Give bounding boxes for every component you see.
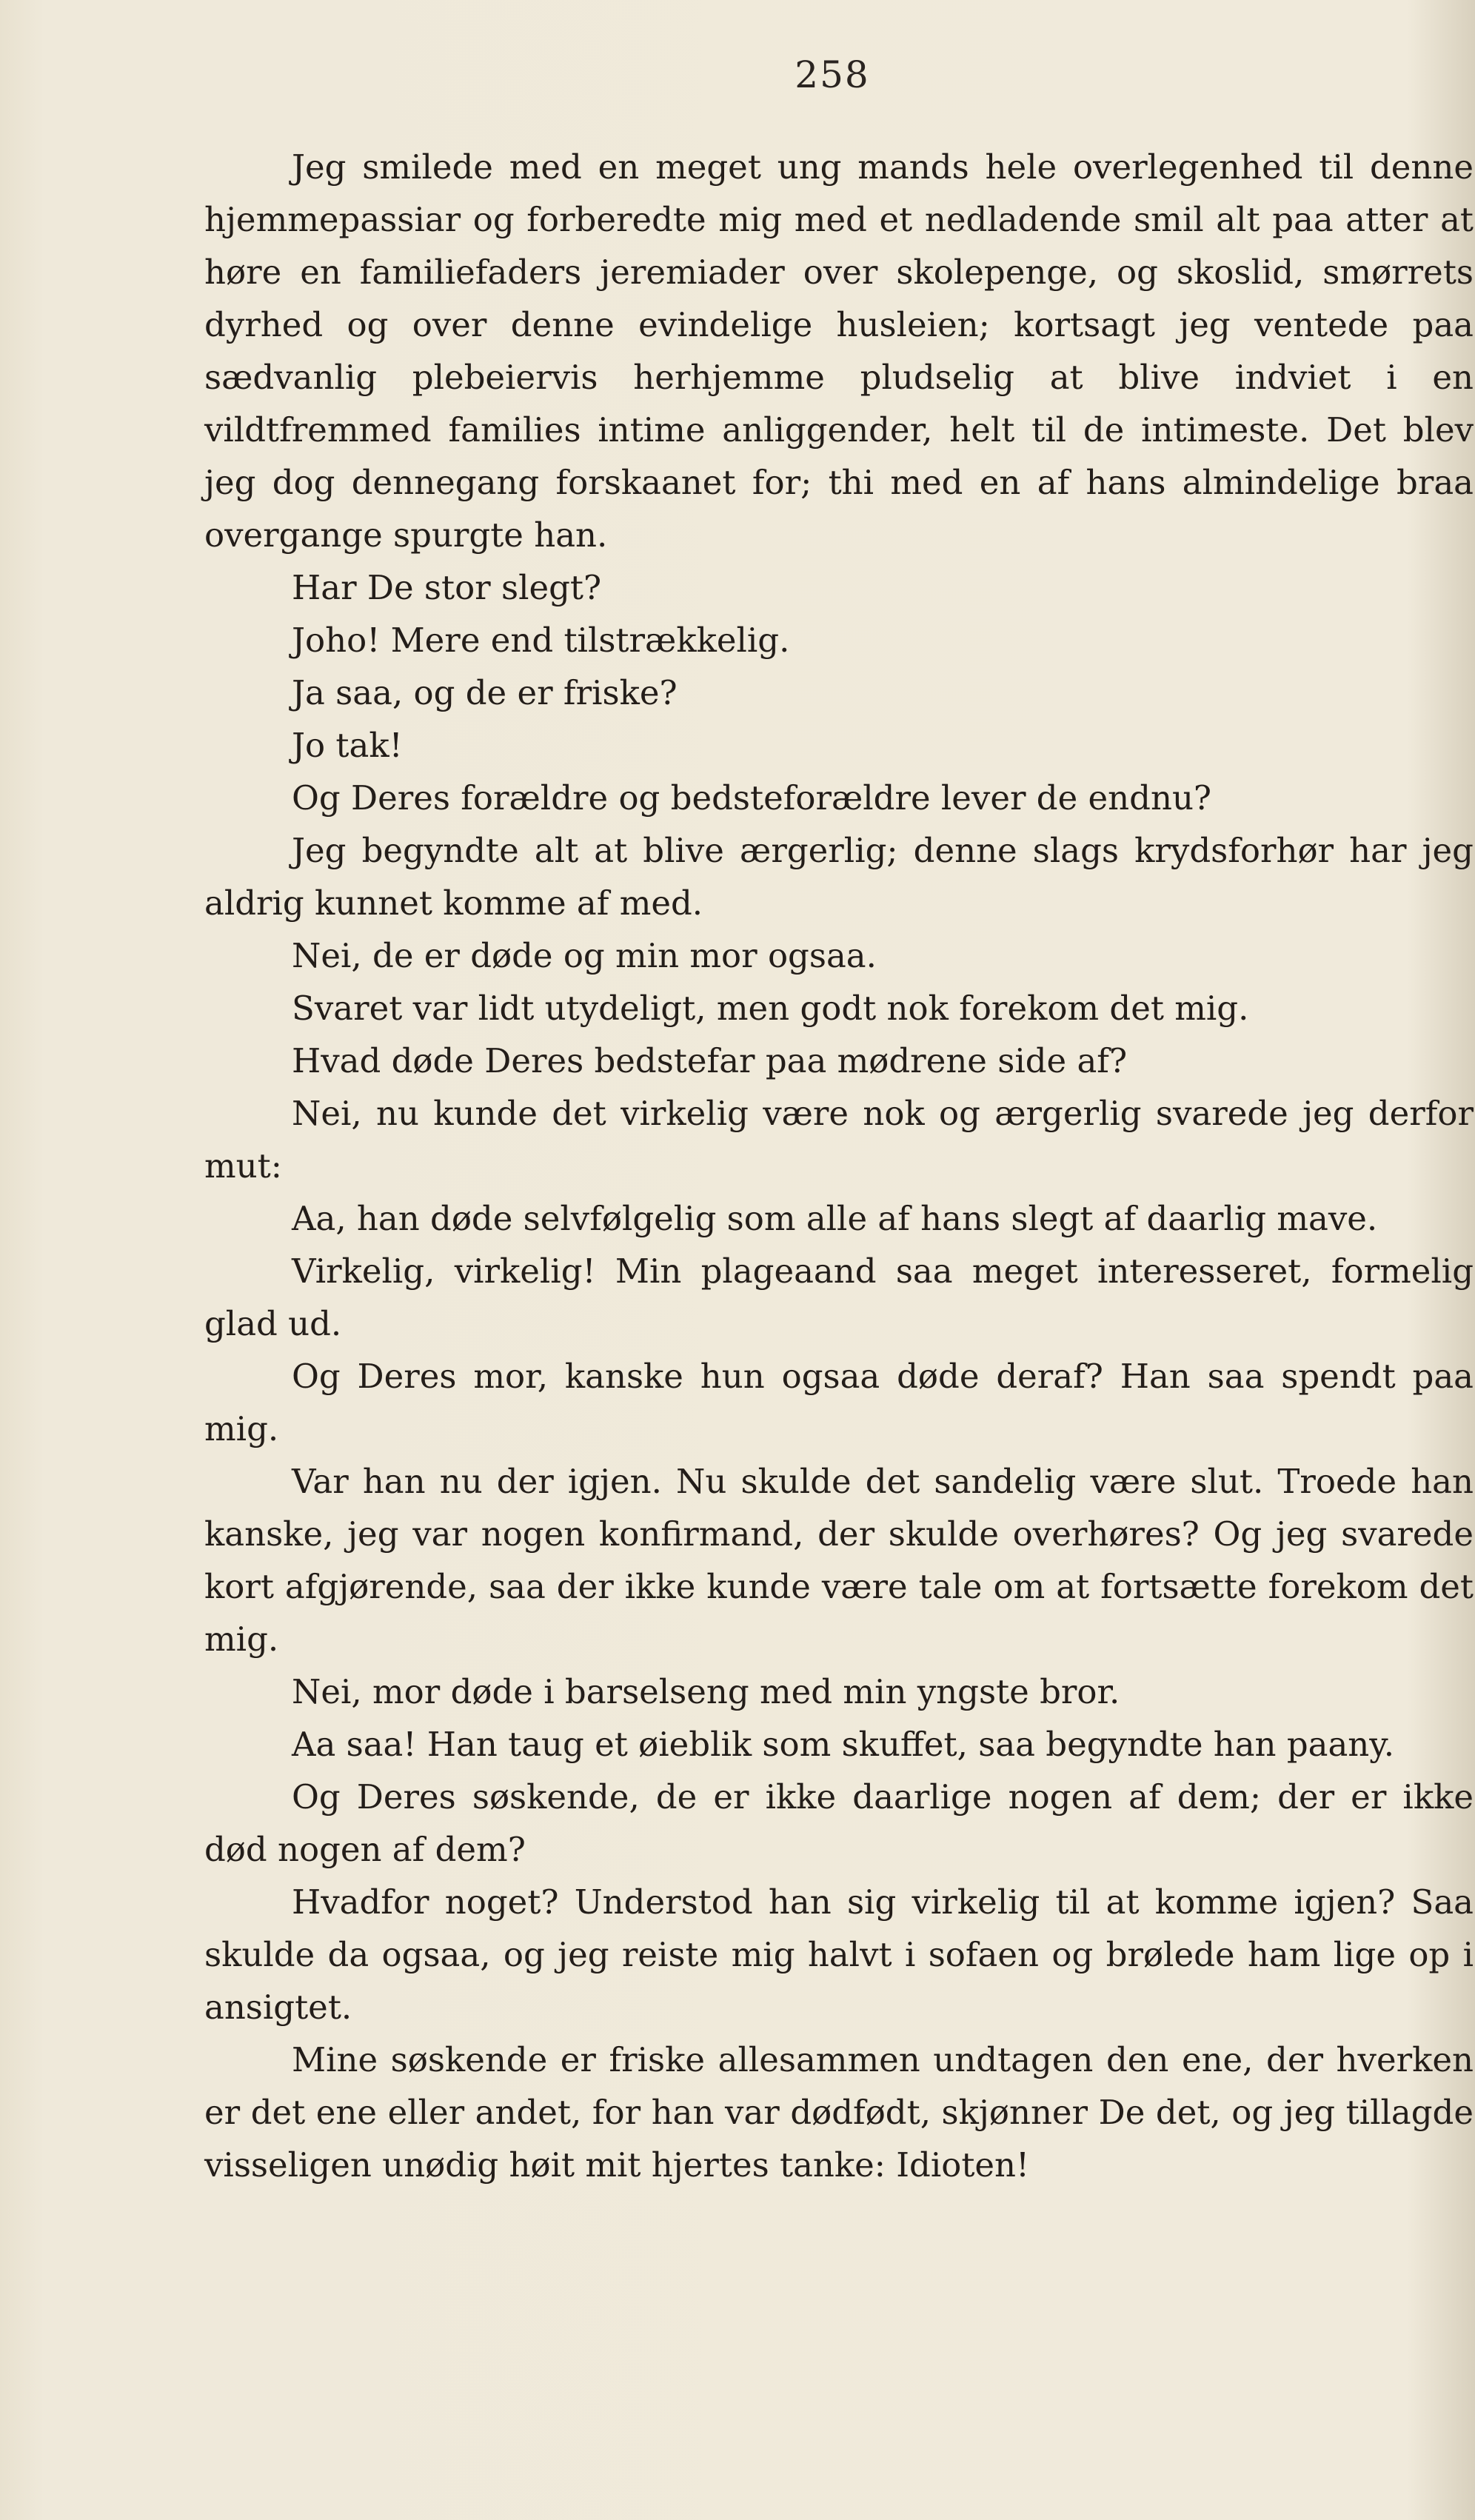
paragraph-20: Mine søskende er friske allesammen undtagen den ene, der hverken er det ene eller andet, for han var dødfødt, skjønner De det, og jeg tillagde visseligen unødig høit mit hjertes tanke: Idioten! xyxy=(204,2040,1474,2185)
paragraph-11: Nei, nu kunde det virkelig være nok og ærgerlig svarede jeg derfor mut: xyxy=(204,1094,1474,1186)
paragraph-13: Virkelig, virkelig! Min plageaand saa meget interesseret, formelig glad ud. xyxy=(204,1251,1474,1343)
paragraph-7: Jeg begyndte alt at blive ærgerlig; denne slags krydsforhør har jeg aldrig kunnet komme af med. xyxy=(204,831,1474,923)
paragraph-17: Aa saa! Han taug et øieblik som skuffet, saa begyndte han paany. xyxy=(292,1725,1395,1764)
body-text xyxy=(204,141,1474,2191)
paragraph-4: Ja saa, og de er friske? xyxy=(292,673,678,712)
paragraph-2: Har De stor slegt? xyxy=(292,568,602,607)
paragraph-9: Svaret var lidt utydeligt, men godt nok forekom det mig. xyxy=(292,989,1249,1028)
paragraph-5: Jo tak! xyxy=(292,726,403,765)
page-number: 258 xyxy=(795,53,870,96)
paragraph-16: Nei, mor døde i barselseng med min yngste bror. xyxy=(292,1672,1120,1711)
paragraph-1: Jeg smilede med en meget ung mands hele overlegenhed til denne hjemmepassiar og forberedte mig med et nedladende smil alt paa atter at høre en familiefaders jeremiader over skolepenge, og skoslid, smørrets dyrhed og over denne evindelige husleien; kortsagt jeg ventede paa sædvanlig plebeiervis herhjemme pludselig at blive indviet i en vildtfremmed families intime anliggender, helt til de intimeste. Det blev jeg dog dennegang forskaanet for; thi med en af hans almindelige braa overgange spurgte han. xyxy=(204,147,1474,555)
paragraph-10: Hvad døde Deres bedstefar paa mødrene side af? xyxy=(292,1041,1128,1080)
paragraph-3: Joho! Mere end tilstrækkelig. xyxy=(292,621,790,660)
paragraph-14: Og Deres mor, kanske hun ogsaa døde deraf? Han saa spendt paa mig. xyxy=(204,1357,1474,1448)
paragraph-8: Nei, de er døde og min mor ogsaa. xyxy=(292,936,877,975)
paragraph-19: Hvadfor noget? Understod han sig virkelig til at komme igjen? Saa skulde da ogsaa, og jeg reiste mig halvt i sofaen og brølede ham lige op i ansigtet. xyxy=(204,1882,1474,2027)
paragraph-6: Og Deres forældre og bedsteforældre lever de endnu? xyxy=(292,778,1212,818)
paragraph-12: Aa, han døde selvfølgelig som alle af hans slegt af daarlig mave. xyxy=(292,1199,1378,1238)
paragraph-15: Var han nu der igjen. Nu skulde det sandelig være slut. Troede han kanske, jeg var nogen konfirmand, der skulde overhøres? Og jeg svarede kort afgjørende, saa der ikke kunde være tale om at fortsætte forekom det mig. xyxy=(204,1462,1474,1659)
paragraph-18: Og Deres søskende, de er ikke daarlige nogen af dem; der er ikke død nogen af dem? xyxy=(204,1777,1474,1869)
